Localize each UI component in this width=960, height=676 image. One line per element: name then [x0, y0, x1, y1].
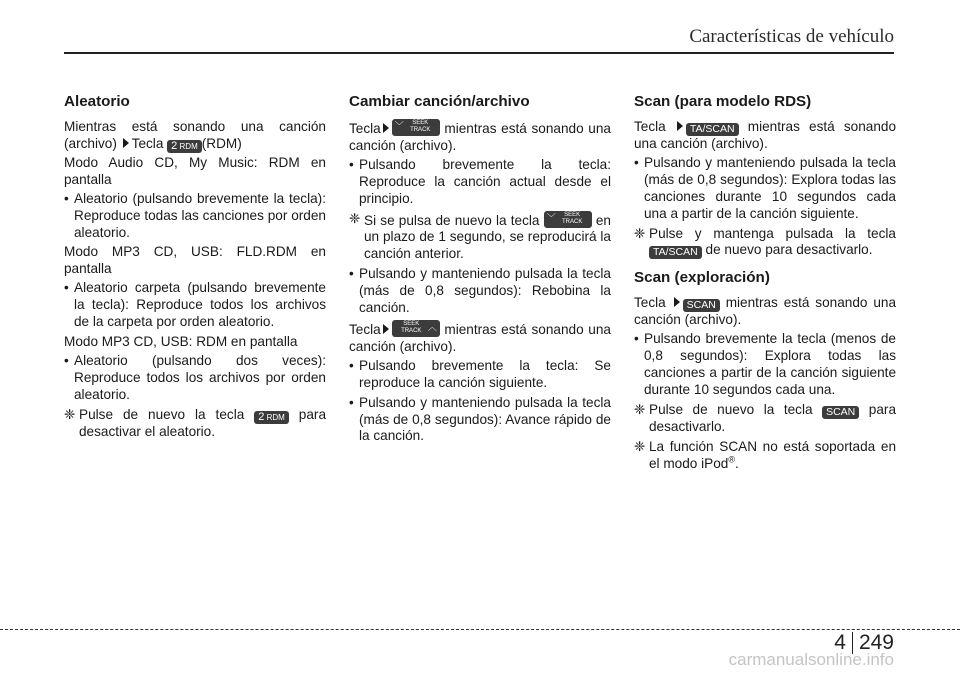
- heading-cambiar-cancion: Cambiar canción/archivo: [349, 93, 530, 110]
- paragraph: Tecla SCAN mientras está sonando una canción (archivo).: [634, 295, 897, 328]
- note-item: ❈ Pulse de nuevo la tecla SCAN para desactivarlo.: [634, 401, 897, 434]
- bullet-icon: •: [349, 156, 354, 172]
- rdm-key-icon: 2 RDM: [254, 411, 289, 424]
- list-item: • Pulsando y manteniendo pulsada la tecla (más de 0,8 segundos): Rebobina la canción.: [349, 266, 611, 316]
- list-item: • Pulsando brevemente la tecla: Se reproduce la canción siguiente.: [349, 357, 611, 390]
- triangle-marker-icon: [383, 123, 389, 133]
- list-item: • Aleatorio (pulsando dos veces): Reproduce todos los archivos por orden aleatorio.: [64, 352, 326, 402]
- seek-up-key-icon: SEEK TRACK ︿: [392, 320, 440, 337]
- note-icon: ❈: [634, 401, 646, 417]
- scan-key-icon: SCAN: [822, 406, 859, 419]
- note-icon: ❈: [634, 438, 646, 454]
- bullet-icon: •: [64, 280, 69, 296]
- ta-scan-key-icon: TA/SCAN: [649, 246, 702, 259]
- note-icon: ❈: [349, 210, 361, 226]
- list-item: • Aleatorio (pulsando brevemente la tecla): Reproduce todas las canciones por orden aleatorio.: [64, 190, 326, 240]
- header-divider: [64, 52, 894, 54]
- heading-scan-exploracion: Scan (exploración): [634, 269, 770, 287]
- bullet-icon: •: [349, 394, 354, 410]
- column-cambiar-cancion: [349, 93, 611, 448]
- note-icon: ❈: [634, 225, 646, 241]
- triangle-marker-icon: [677, 121, 683, 131]
- bullet-icon: •: [64, 190, 69, 206]
- footer-divider: [0, 629, 960, 630]
- seek-down-key-icon: ﹀ SEEK TRACK: [392, 119, 440, 136]
- heading-scan-rds: Scan (para modelo RDS): [634, 93, 812, 110]
- bullet-icon: •: [634, 331, 639, 347]
- paragraph: Tecla TA/SCAN mientras está sonando una canción (archivo).: [634, 119, 896, 151]
- page-number-value: 249: [858, 631, 894, 654]
- heading-aleatorio: Aleatorio: [64, 93, 130, 110]
- list-item: • Pulsando y manteniendo pulsada la tecla (más de 0,8 segundos): Avance rápido de la canción.: [349, 394, 611, 444]
- column-scan: [634, 93, 896, 476]
- list-item: • Pulsando brevemente la tecla: Reproduce la canción actual desde el principio.: [349, 156, 611, 206]
- note-item: ❈ La función SCAN no está soportada en el modo iPod®.: [634, 438, 896, 471]
- bullet-icon: •: [64, 352, 69, 368]
- paragraph: Modo MP3 CD, USB: FLD.RDM en pantalla: [64, 244, 326, 277]
- note-item: ❈ Si se pulsa de nuevo la tecla ﹀ SEEK TRACK en un plazo de 1 segundo, se reproducirá la canción anterior.: [349, 210, 611, 262]
- list-item: • Pulsando brevemente la tecla (menos de 0,8 segundos): Explora todas las canciones a partir de la canción siguiente durante 10 segundos cada una.: [634, 331, 896, 398]
- scan-key-icon: SCAN: [683, 299, 720, 312]
- watermark: carmanualsonline.info: [728, 650, 894, 669]
- note-item: ❈ Pulse y mantenga pulsada la tecla TA/SCAN de nuevo para desactivarlo.: [634, 225, 896, 259]
- paragraph: Mientras está sonando una canción (archivo) Tecla 2 RDM (RDM): [64, 119, 326, 152]
- rdm-key-icon: 2 RDM: [167, 140, 202, 153]
- note-icon: ❈: [64, 406, 76, 422]
- triangle-marker-icon: [383, 324, 389, 334]
- ta-scan-key-icon: TA/SCAN: [686, 123, 739, 136]
- paragraph: Tecla SEEK TRACK ︿ mientras está sonando una canción (archivo).: [349, 320, 611, 354]
- list-item: • Aleatorio carpeta (pulsando brevemente la tecla): Reproduce todos los archivos de la carpeta por orden aleatorio.: [64, 280, 326, 330]
- bullet-icon: •: [634, 154, 639, 170]
- bullet-icon: •: [349, 266, 354, 282]
- column-aleatorio: [64, 93, 326, 444]
- bullet-icon: •: [349, 357, 354, 373]
- triangle-marker-icon: [123, 138, 129, 148]
- page-header-title: Características de vehículo: [689, 26, 894, 47]
- list-item: • Pulsando y manteniendo pulsada la tecla (más de 0,8 segundos): Explora todas las canciones durante 10 segundos cada una a partir de la canción siguiente.: [634, 154, 896, 221]
- triangle-marker-icon: [674, 297, 680, 307]
- paragraph: Modo MP3 CD, USB: RDM en pantalla: [64, 333, 298, 349]
- paragraph: Modo Audio CD, My Music: RDM en pantalla: [64, 154, 326, 187]
- chapter-number: 4: [834, 631, 846, 654]
- paragraph: Tecla ﹀ SEEK TRACK mientras está sonando una canción (archivo).: [349, 120, 611, 153]
- seek-down-key-icon: ﹀ SEEK TRACK: [544, 211, 592, 228]
- note-item: ❈ Pulse de nuevo la tecla 2 RDM para desactivar el aleatorio.: [64, 406, 327, 439]
